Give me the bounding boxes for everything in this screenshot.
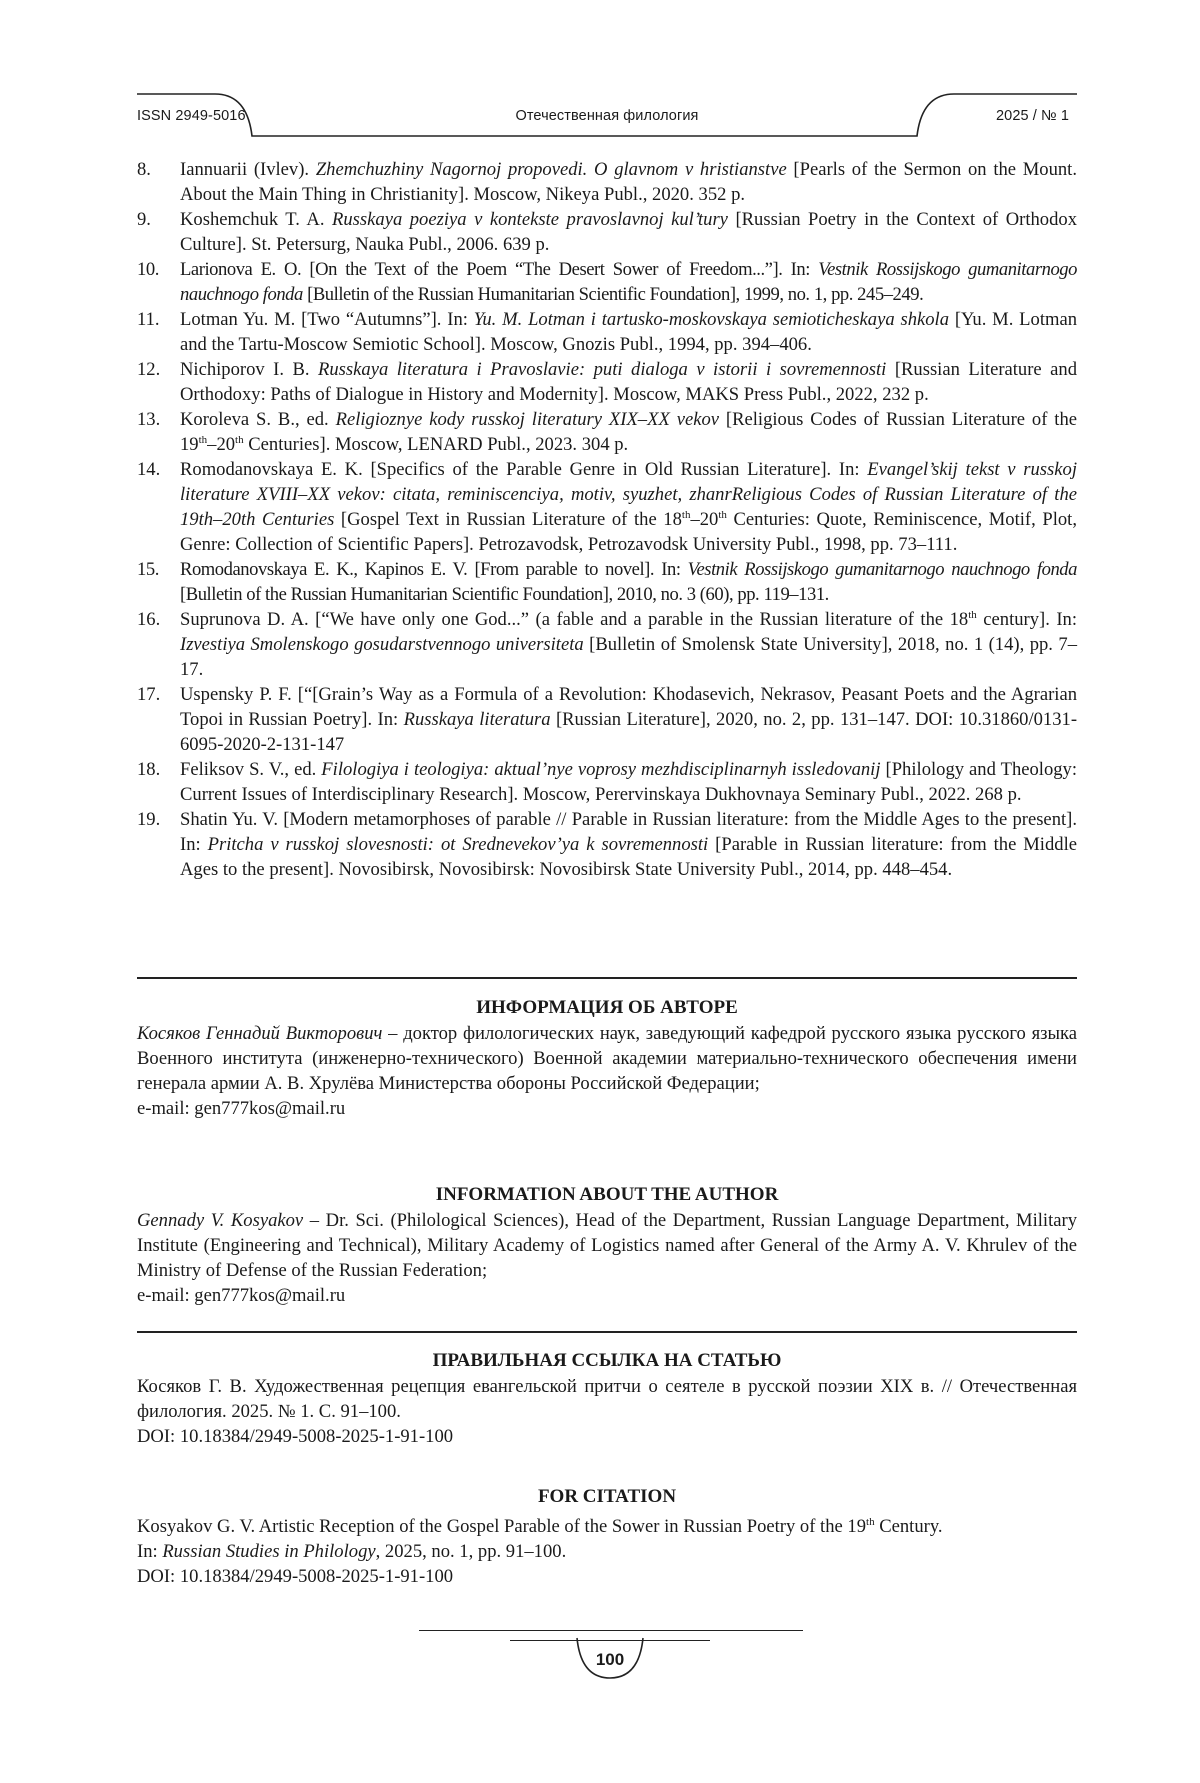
author-description: Косяков Геннадий Викторович – доктор филологических наук, заведующий кафедрой русского языка русского языка Военного института (инженерно-технического) Военной академии материально-технического обеспечения имени генерала армии А. В. Хрулёва Министерства обороны Российской Федерации; [137, 1023, 1077, 1094]
reference-number: 11. [137, 309, 160, 330]
section-heading: ИНФОРМАЦИЯ ОБ АВТОРЕ [476, 997, 738, 1018]
reference-item: 19. Shatin Yu. V. [Modern metamorphoses of parable // Parable in Russian literature: from the Middle Ages to the present]. In: Pritcha v russkoj slovesnosti: ot Srednevekov’ya k sovremennosti [Parable in Russian literature: from the Middle Ages to the present]. Novosibirsk, Novosibirsk: Novosibirsk State University Publ., 2014, pp. 448–454. [137, 809, 1077, 880]
reference-number: 12. [137, 359, 161, 380]
running-header [137, 90, 1077, 140]
issn: ISSN 2949-5016 [137, 108, 246, 124]
author-name: Gennady V. Kosyakov [137, 1210, 304, 1231]
reference-number: 13. [137, 409, 161, 430]
reference-number: 14. [137, 459, 161, 480]
author-description: Gennady V. Kosyakov – Dr. Sci. (Philological Sciences), Head of the Department, Russian Language Department, Military Institute (Engineering and Technical), Military Academy of Logistics named after General of the Army A. V. Khrulev of the Ministry of Defense of the Russian Federation; [137, 1210, 1077, 1281]
author-info-en [137, 1182, 1077, 1308]
author-info-ru [137, 995, 1077, 1121]
author-email: e-mail: gen777kos@mail.ru [137, 1098, 346, 1119]
citation-doi: DOI: 10.18384/2949-5008-2025-1-91-100 [137, 1566, 454, 1588]
reference-number: 18. [137, 759, 161, 780]
reference-number: 15. [137, 559, 159, 580]
issue-number: 2025 / № 1 [996, 108, 1069, 124]
reference-number: 16. [137, 609, 161, 630]
page-number: 100 [595, 1650, 625, 1669]
divider [137, 977, 1077, 979]
author-email: e-mail: gen777kos@mail.ru [137, 1285, 346, 1306]
reference-number: 19. [137, 809, 161, 830]
reference-item: 12. Nichiporov I. B. Russkaya literatura i Pravoslavie: puti dialoga v istorii i sovremennosti [Russian Literature and Orthodoxy: Paths of Dialogue in History and Modernity]. Moscow, MAKS Press Publ., 2022, 232 p. [137, 359, 1078, 405]
section-heading: ПРАВИЛЬНАЯ ССЫЛКА НА СТАТЬЮ [432, 1350, 782, 1371]
reference-item: 17. Uspensky P. F. [“[Grain’s Way as a Formula of a Revolution: Khodasevich, Nekrasov, Peasant Poets and the Agrarian Topoi in Russian Poetry]. In: Russkaya literatura [Russian Literature], 2020, no. 2, pp. 131–147. DOI: 10.31860/0131-6095-2020-2-131-147 [137, 684, 1078, 755]
reference-number: 17. [137, 684, 161, 705]
reference-item: 15. Romodanovskaya E. K., Kapinos E. V. [From parable to novel]. In: Vestnik Rossijskogo gumanitarnogo nauchnogo fonda [Bulletin of the Russian Humanitarian Scientific Foundation], 2010, no. 3 (60), pp. 119–131. [137, 559, 1077, 605]
reference-item: 11. Lotman Yu. M. [Two “Autumns”]. In: Yu. M. Lotman i tartusko-moskovskaya semioticheskaya shkola [Yu. M. Lotman and the Tartu-Moscow Semiotic School]. Moscow, Gnozis Publ., 1994, pp. 394–406. [137, 309, 1078, 355]
reference-number: 9. [137, 209, 151, 230]
section-heading: INFORMATION ABOUT THE AUTHOR [435, 1184, 779, 1205]
citation-doi: DOI: 10.18384/2949-5008-2025-1-91-100 [137, 1426, 454, 1447]
reference-item: 13. Koroleva S. B., ed. Religioznye kody russkoj literatury XIX–XX vekov [Religious Codes of Russian Literature of the 19th–20th Centuries]. Moscow, LENARD Publ., 2023. 304 p. [137, 409, 1077, 455]
divider [137, 1331, 1077, 1333]
reference-item: 16. Suprunova D. A. [“We have only one God...” (a fable and a parable in the Russian literature of the 18th century]. In: Izvestiya Smolenskogo gosudarstvennogo universiteta [Bulletin of Smolensk State University], 2018, no. 1 (14), pp. 7–17. [137, 608, 1078, 680]
author-name: Косяков Геннадий Викторович [137, 1023, 383, 1044]
reference-number: 10. [137, 259, 159, 280]
citation-en [137, 1484, 1077, 1589]
citation-text: Косяков Г. В. Художественная рецепция евангельской притчи о сеятеле в русской поэзии XIX в. // Отечественная филология. 2025. № 1. С. 91–100. [137, 1376, 1077, 1422]
citation-ru [137, 1348, 1077, 1449]
reference-item: 8. Iannuarii (Ivlev). Zhemchuzhiny Nagornoj propovedi. O glavnom v hristianstve [Pearls of the Sermon on the Mount. About the Main Thing in Christianity]. Moscow, Nikeya Publ., 2020. 352 p. [137, 159, 1078, 205]
reference-item: 18. Feliksov S. V., ed. Filologiya i teologiya: aktual’nye voprosy mezhdisciplinarnyh issledovanij [Philology and Theology: Current Issues of Interdisciplinary Research]. Moscow, Perervinskaya Dukhovnaya Seminary Publ., 2022. 268 p. [137, 759, 1078, 805]
references-list [137, 157, 1077, 882]
reference-item: 14. Romodanovskaya E. K. [Specifics of the Parable Genre in Old Russian Literature]. In: Evangel’skij tekst v russkoj literature XVIII–XX vekov: citata, reminiscenciya, motiv, syuzhet, zhanrReligious Codes of Russian Literature of the 19th–20th Centuries [Gospel Text in Russian Literature of the 18th–20th Centuries: Quote, Reminiscence, Motif, Plot, Genre: Collection of Scientific Papers]. Petrozavodsk, Petrozavodsk University Publ., 1998, pp. 73–111. [137, 459, 1077, 555]
footer-rule [419, 1630, 803, 1631]
citation-text: Kosyakov G. V. Artistic Reception of the Gospel Parable of the Sower in Russian Poetry of the 19th Century. In: Russian Studies in Philology, 2025, no. 1, pp. 91–100. [137, 1516, 943, 1563]
reference-item: 10. Larionova E. O. [On the Text of the Poem “The Desert Sower of Freedom...”]. In: Vestnik Rossijskogo gumanitarnogo nauchnogo fonda [Bulletin of the Russian Humanitarian Scientific Foundation], 1999, no. 1, pp. 245–249. [137, 259, 1077, 305]
journal-title: Отечественная филология [515, 108, 699, 124]
reference-number: 8. [137, 159, 151, 180]
reference-item: 9. Koshemchuk T. A. Russkaya poeziya v kontekste pravoslavnoj kul’tury [Russian Poetry in the Context of Orthodox Culture]. St. Petersurg, Nauka Publ., 2006. 639 p. [137, 209, 1077, 255]
section-heading: FOR CITATION [537, 1486, 677, 1507]
